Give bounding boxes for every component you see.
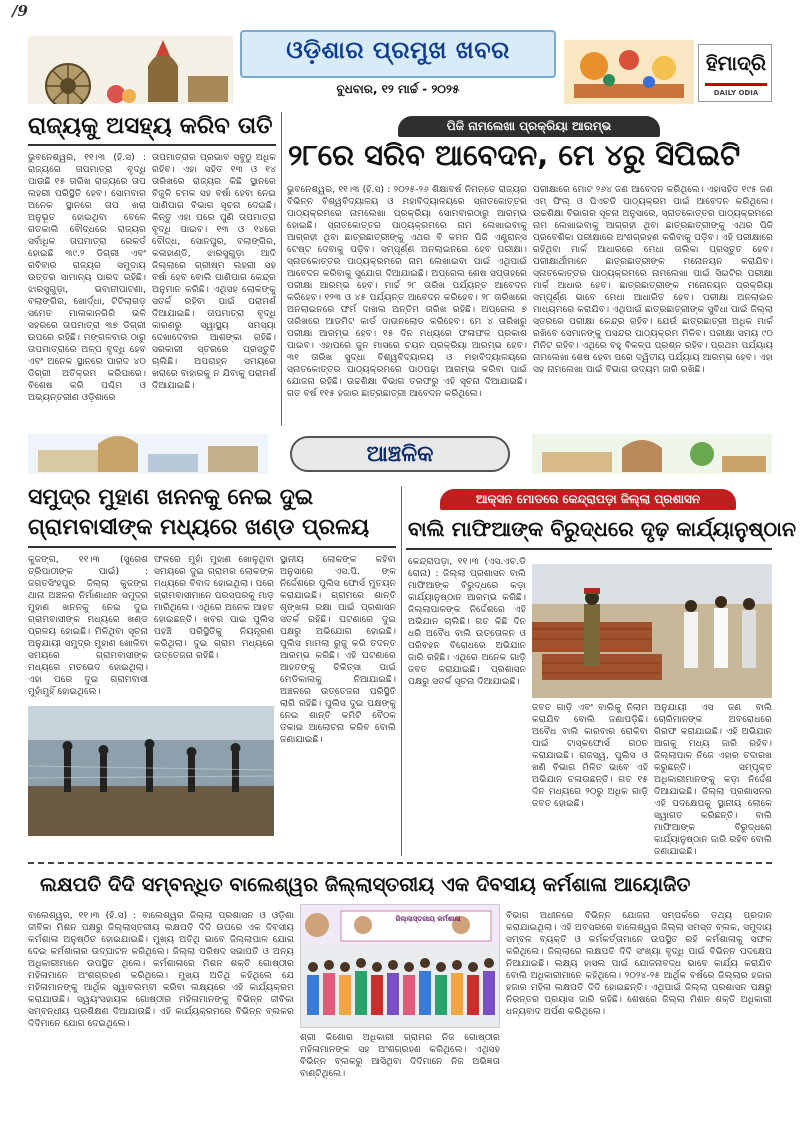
workshop-headline: ଲକ୍ଷପତି ଦିଦି ସମ୍ବନ୍ଧିତ ବାଲେଶ୍ୱର ଜିଲ୍ଲାସ୍ତରୀୟ ଏକ ଦିବସୀୟ କର୍ମଶାଳା ଆୟୋଜିତ	[40, 873, 691, 896]
sand-body-intro: କେନ୍ଦ୍ରାପଡ଼ା, ୧୧।୩ (ଏସ.ଏଚ.ଡି ରୋନା) : ଜିଲ୍ଲା ପ୍ରଶାସନ ବାଲି ମାଫିଆଙ୍କ ବିରୁଦ୍ଧରେ କଡ଼ା କାର୍ଯ୍ୟାନୁଷ୍ଠାନ ଆରମ୍ଭ କରିଛି। ଜିଲ୍ଲାପାଳଙ୍କ ନିର୍ଦ୍ଦେଶରେ ଏହି ଅଭିଯାନ ଚାଲିଛି। ଗତ କିଛି ଦିନ ଧରି ଅବୈଧ ବାଲି ଉତ୍ତୋଳନ ଓ ପରିବହନ ବିରୋଧରେ ଅଭିଯାନ ଜାରି ରହିଛି। ଏଥିରେ ଅନେକ ଗାଡ଼ି ଜବତ କରାଯାଇଛି। ପ୍ରଶାସନ ପକ୍ଷରୁ ସତର୍କ ସୂଚନା ଦିଆଯାଇଛି।	[408, 556, 526, 687]
sand-photo	[532, 564, 772, 698]
banner-left-illustration	[28, 434, 268, 474]
workshop-photo	[300, 904, 500, 1028]
cpet-headline: ୨୮ରେ ସରିବ ଆବେଦନ, ମେ ୪ରୁ ସିପିଇଟି	[288, 138, 741, 172]
heat-body-col2: ତାପମାତ୍ରାର ପ୍ରଭାବ ସବୁଠୁ ଅଧିକ ରହିବ। ଏହା ସହିତ ୧୩ ଓ ୧୪ ତାରିଖରେ ରାଜ୍ୟର କିଛି ସ୍ଥାନରେ ବିଜୁଳି ଚମକ ସହ ବର୍ଷା ହେବା ନେଇ ପାଣିପାଗ ବିଭାଗ ସୂଚନା ଦେଇଛି। କିନ୍ତୁ ଏହା ପରେ ପୁଣି ତାପମାତ୍ରା ବୃଦ୍ଧି ପାଇବ। ୧୩ ଓ ୧୪ରେ ବୌଦ୍ଧ, ସୋନପୁର, ବଲାଙ୍ଗିର, କଳାହାଣ୍ଡି, ଝାରସୁଗୁଡ଼ା ଆଦି ଜିଲ୍ଲାରେ ଗ୍ରୀଷ୍ମ ଲହରୀ ସହ ବର୍ଷା ହେବ ବୋଲି ପାଣିପାଗ କେନ୍ଦ୍ର ଅନୁମାନ କରିଛି। ଏଥିସହ ଲୋକଙ୍କୁ ସତର୍କ ରହିବା ପାଇଁ ପରାମର୍ଶ ଦିଆଯାଇଛି। ତାପମାତ୍ରା ବୃଦ୍ଧି କାରଣରୁ ସ୍ୱାସ୍ଥ୍ୟ ସମସ୍ୟା ଦେଖାଦେବାର ଆଶଙ୍କା ରହିଛି। ସରକାରୀ ସ୍ତରରେ ପ୍ରସ୍ତୁତି ଚାଲିଛି। ଅପରାହ୍ନ ସମୟରେ ଖରାରେ ବାହାରକୁ ନ ଯିବାକୁ ପରାମର୍ଶ ଦିଆଯାଇଛି।	[152, 152, 276, 391]
section-divider	[28, 862, 772, 864]
sand-body-col2: ଅନୁଯାୟୀ ଏସ ଜଣ ବାଲି ଚୋରିମାନଙ୍କ ଅବରୋଧରେ ଗିରଫ କରାଯାଇଛି। ଏହି ଅଭିଯାନ ଆଗକୁ ମଧ୍ୟ ଜାରି ରହିବ। ଜିଲ୍ଲାପାଳ ନିଜେ ଏହାର ତଦାରଖ କରୁଛନ୍ତି। ସମ୍ପୃକ୍ତ ଅଧିକାରୀମାନଙ୍କୁ କଡ଼ା ନିର୍ଦ୍ଦେଶ ଦିଆଯାଇଛି। ଜିଲ୍ଲା ପ୍ରଶାସନର ଏହି ପଦକ୍ଷେପକୁ ସ୍ଥାନୀୟ ଲୋକେ ସ୍ୱାଗତ କରିଛନ୍ତି। ବାଲି ମାଫିଆଙ୍କ ବିରୁଦ୍ଧରେ କାର୍ଯ୍ୟାନୁଷ୍ଠାନ ଜାରି ରହିବ ବୋଲି ଜଣାଯାଇଛି।	[654, 702, 772, 856]
newspaper-logo	[698, 44, 772, 102]
date-line: ବୁଧବାର, ୧୨ ମାର୍ଚ୍ଚ - ୨୦୨୫	[336, 82, 460, 96]
festival-illustration	[564, 40, 694, 104]
cpet-body-col2: ପରୀକ୍ଷାରେ ମୋଟ ୨୬୪ ଜଣ ଆବେଦନ କରିଥିଲେ। ଏହାସହିତ ୧୯୫ ଜଣ ଏମ୍ ଫିଲ୍ ଓ ପିଏଚଡି ପାଠ୍ୟକ୍ରମ ପାଇଁ ଆବେଦନ କରିଥିଲେ। ଉଚ୍ଚଶିକ୍ଷା ବିଭାଗର ସୂଚନା ଅନୁସାରେ, ସ୍ନାତକୋତ୍ତର ପାଠ୍ୟକ୍ରମରେ ନାମ ଲେଖାଇବାକୁ ଆଗ୍ରହୀ ଥିବା ଛାତ୍ରଛାତ୍ରୀଙ୍କୁ ଏଥର ପିଜି ପ୍ରବେଶିକା ପରୀକ୍ଷାରେ ଅଂଶଗ୍ରହଣ କରିବାକୁ ପଡ଼ିବ। ଏହି ପରୀକ୍ଷାରେ ରହିଥିବା ମାର୍କ ଆଧାରରେ ମେଧା ତାଲିକା ପ୍ରସ୍ତୁତ ହେବ। ପରୀକ୍ଷାର୍ଥୀମାନେ ଛାତ୍ରଛାତ୍ରୀଙ୍କ ମନୋନୟନ କରାଯିବ। ସ୍ନାତକୋତ୍ତର ପାଠ୍ୟକ୍ରମରେ ନାମଲେଖା ପାଇଁ ସିଇଟିର ପରୀକ୍ଷା ମାର୍କ ଆଧାର ହେବ। ଛାତ୍ରଛାତ୍ରୀଙ୍କ ମନୋନୟନ ପ୍ରକ୍ରିୟା ସମ୍ପୂର୍ଣ୍ଣ ଭାବେ ମେଧା ଆଧାରିତ ହେବ। ପରୀକ୍ଷା ଅନଲାଇନ ମାଧ୍ୟମରେ କରାଯିବ। ଏଥିପାଇଁ ଛାତ୍ରଛାତ୍ରୀଙ୍କ ସୁବିଧା ପାଇଁ ଜିଲ୍ଲା ସ୍ତରରେ ପରୀକ୍ଷା କେନ୍ଦ୍ର ରହିବ। ଯେଉଁ ଛାତ୍ରଛାତ୍ରୀ ଅଧିକ ମାର୍କ ରଖିବେ ସେମାନଙ୍କୁ ପସନ୍ଦର ପାଠ୍ୟକ୍ରମ ମିଳିବ। ପରୀକ୍ଷା ସମୟ ୯୦ ମିନିଟ ରହିବ। ଏଥିରେ ବହୁ ବିକଳ୍ପ ପ୍ରଶ୍ନ ରହିବ। ପ୍ରଥମ ପର୍ଯ୍ୟାୟ ନାମଲେଖା ଶେଷ ହେବା ପରେ ଦ୍ୱିତୀୟ ପର୍ଯ୍ୟାୟ ଆରମ୍ଭ ହେବ। ଏହା ସହ ନାମଲେଖା ପାଇଁ ବିଭାଗ ଉଦ୍ୟମ ଜାରି ରଖିଛି।	[533, 184, 773, 375]
mining-headline-line1: ସମୁଦ୍ର ମୁହାଣ ଖନନକୁ ନେଇ ଦୁଇ	[28, 485, 314, 510]
sand-kicker: ଆକ୍ସନ ମୋଡରେ କେନ୍ଦ୍ରାପଡ଼ା ଜିଲ୍ଲା ପ୍ରଶାସନ	[440, 489, 736, 510]
page-number: /9	[12, 2, 28, 20]
cpet-kicker: ପିଜି ନାମଲେଖା ପ୍ରକ୍ରିୟା ଆରମ୍ଭ	[398, 116, 660, 137]
section-banner	[28, 432, 772, 476]
mining-body-col3: ସ୍ଥାନୀୟ ଲୋକଙ୍କ କହିବା ଅନୁସାରେ ଏସ.ପି. ଙ୍କ ନିର୍ଦ୍ଦେଶରେ ପୁଲିସ ଫୋର୍ସ ମୁତୟନ କରାଯାଇଛି। ଗ୍ରାମରେ ଶାନ୍ତି ଶୃଙ୍ଖଳା ରକ୍ଷା ପାଇଁ ପ୍ରଶାସନ ସତର୍କ ରହିଛି। ଘଟଣାରେ ଦୁଇ ପକ୍ଷରୁ ଅଭିଯୋଗ ହୋଇଛି। ପୁଲିସ ମାମଲା ରୁଜୁ କରି ତଦନ୍ତ ଆରମ୍ଭ କରିଛି। ଏହି ଘଟଣାରେ ଆହତଙ୍କୁ ଚିକିତ୍ସା ପାଇଁ ମେଡିକାଲକୁ ନିଆଯାଇଛି। ଅଞ୍ଚଳରେ ଉତ୍ତେଜନା ପରିସ୍ଥିତି ଲାଗି ରହିଛି। ପୁଲିସ ଦୁଇ ପକ୍ଷଙ୍କୁ ନେଇ ଶାନ୍ତି କମିଟି ବୈଠକ ଡକାଇ ଆଲୋଚନା କରିବ ବୋଲି ଜଣାଯାଇଛି।	[280, 554, 396, 745]
workshop-body-col2: ବିଭାଗ ଅଧୀନରେ ବିଭିନ୍ନ ଯୋଜନା ସମ୍ପର୍କରେ ତଥ୍ୟ ପ୍ରଦାନ କରାଯାଇଥିଲା। ଏହି ଅବସରରେ ବାଲେଶ୍ୱର ଜିଲ୍ଲା ସମସ୍ତ ବ୍ଲକ, ସମୁଦାୟ ସମ୍ବଳ ବ୍ୟକ୍ତି ଓ କର୍ମକର୍ତ୍ତାମାନେ ଉପସ୍ଥିତ ରହି କର୍ମଶାଳାକୁ ସଫଳ କରିଥିଲେ। ଜିଲ୍ଲାରେ ଲକ୍ଷପତି ଦିଦି ସଂଖ୍ୟା ବୃଦ୍ଧି ପାଇଁ ବିଭିନ୍ନ ପଦକ୍ଷେପ ନିଆଯାଇଛି। ଲକ୍ଷ୍ୟ ହାସଲ ପାଇଁ ଯୋଜନାବଦ୍ଧ ଭାବେ କାର୍ଯ୍ୟ କରାଯିବ ବୋଲି ଅଧିକାରୀମାନେ କହିଥିଲେ। ୨୦୨୪-୨୫ ଆର୍ଥିକ ବର୍ଷରେ ଜିଲ୍ଲାର ହଜାର ହଜାର ମହିଳା ଲକ୍ଷପତି ଦିଦି ହୋଇଛନ୍ତି। ଏଥିପାଇଁ ଜିଲ୍ଲା ପ୍ରଶାସନ ପକ୍ଷରୁ ନିରନ୍ତର ପ୍ରୟାସ ଜାରି ରହିଛି। ଶେଷରେ ଜିଲ୍ଲା ମିଶନ ଶକ୍ତି ଅଧିକାରୀ ଧନ୍ୟବାଦ ଅର୍ପଣ କରିଥିଲେ।	[506, 910, 772, 1017]
temple-chariot-illustration	[28, 36, 233, 104]
banner-right-illustration	[532, 434, 772, 474]
workshop-caption: ଶ୍ରୀ କିଶୋର ଅଧିକାରୀ ଗ୍ରାମର ନିଜ ଗୋଷ୍ଠୀର ମହିଳାମାନଙ୍କ ସହ ଅଂଶଗ୍ରହଣ କରିଥିଲେ। ଏଥିସହ ବିଭିନ୍ନ ବ୍ଲକରୁ ଆସିଥିବା ଦିଦିମାନେ ନିଜ ଅଭିଜ୍ଞତା ବାଣ୍ଟିଥିଲେ।	[300, 1032, 500, 1079]
mining-body-col1: କୁଜଙ୍ଗ, ୧୧।୩ (ସୁରେଶ ତ୍ରିପାଠୀଙ୍କ ପାଇଁ) : ଜଗତସିଂହପୁର ଜିଲ୍ଲା କୁଜଙ୍ଗ ଥାନା ଅଞ୍ଚଳର ନିର୍ମାଣାଧୀନ ସମୁଦ୍ର ମୁହାଣ ଖନନକୁ ନେଇ ଦୁଇ ଗ୍ରାମବାସୀଙ୍କ ମଧ୍ୟରେ ଖଣ୍ଡ ପ୍ରଳୟ ହୋଇଛି। ମିଳିଥିବା ସୂଚନା ଅନୁଯାୟୀ ସମୁଦ୍ର ମୁହାଣ ଖୋଳିବା ସମୟରେ ଗ୍ରାମବାସୀଙ୍କ ମଧ୍ୟରେ ମତଭେଦ ହୋଇଥିଲା। ଏହା ପରେ ଦୁଇ ଗ୍ରାମବାସୀ ମୁହାଁମୁହିଁ ହୋଇଥିଲେ।	[28, 554, 148, 697]
section-banner-label: ଆଞ୍ଚଳିକ	[366, 442, 434, 467]
masthead-title: ଓଡ଼ିଶାର ପ୍ରମୁଖ ଖବର	[286, 36, 510, 64]
mining-headline-line2: ଗ୍ରାମବାସୀଙ୍କ ମଧ୍ୟରେ ଖଣ୍ଡ ପ୍ରଳୟ	[28, 515, 370, 540]
sand-body-col1: ଜବତ ଗାଡ଼ି ଏବଂ ବାଲିକୁ ନିଲାମ କରାଯିବ ବୋଲି ଜଣାପଡ଼ିଛି। ଅବୈଧ ବାଲି କାରବାର ରୋକିବା ପାଇଁ ଟାସ୍କଫୋର୍ସ ଗଠନ କରାଯାଇଛି। ରାଜସ୍ୱ, ପୁଲିସ ଓ ଖଣି ବିଭାଗ ମିଳିତ ଭାବେ ଏହି ଅଭିଯାନ ଚଳାଉଛନ୍ତି। ଗତ ୧୫ ଦିନ ମଧ୍ୟରେ ୨୦ରୁ ଅଧିକ ଗାଡ଼ି ଜବତ ହୋଇଛି।	[532, 702, 648, 809]
heat-headline: ରାଜ୍ୟକୁ ଅସହ୍ୟ କରିବ ତାତି	[28, 113, 273, 139]
masthead	[0, 0, 800, 110]
heat-body-col1: ଭୁବନେଶ୍ୱର, ୧୧।୩ (ହି.ସ) : ରାଜ୍ୟରେ ତାପମାତ୍ରା ବୃଦ୍ଧି ପାଉଛି ୧୫ ତାରିଖ ରାଜ୍ୟରେ ତାପ ଲହରୀ ପରିସ୍ଥିତି ହେବ। ସୋମବାର ଅନେକ ସ୍ଥାନରେ ତାପ ଖରା ଅନୁଭୂତ ହୋଇଥିବା ବେଳେ ଗତକାଲି ବୌଦ୍ଧରେ ରାଜ୍ୟର ସର୍ବାଧିକ ତାପମାତ୍ରା ରେକର୍ଡ ହୋଇଛି ୩୯.୨ ଡିଗ୍ରୀ ଏବଂ ରବିବାର ରାଜ୍ୟର ସମୁଦାୟ ଉତ୍ତର ସାମାନ୍ୟ ପାରଦ ରହିଛି। ଝାରସୁଗୁଡ଼ା, ଭବାନୀପାଟଣା, ବଲାଙ୍ଗିର, ଖୋର୍ଦ୍ଧା, ଟିଟିଲାଗଡ଼ ସମେତ ମାଲକାନଗିରି ଭଳି ସହରରେ ତାପମାତ୍ରା ୩୭ ଡିଗ୍ରୀ ଉପରେ ରହିଛି। ମଙ୍ଗଳବାର ଠାରୁ ତାପମାତ୍ରାରେ ଅଳ୍ପ ବୃଦ୍ଧି ହେବ ଏବଂ ଅନେକ ସ୍ଥାନରେ ପାରଦ ୪୦ ଡିଗ୍ରୀ ଅତିକ୍ରମ କରିପାରେ। ବିଶେଷ କରି ପଶ୍ଚିମ ଓ ଅଭ୍ୟନ୍ତରୀଣ ଓଡ଼ିଶାରେ	[28, 152, 146, 403]
cpet-body-col1: ଭୁବନେଶ୍ୱର, ୧୧।୩ (ହି.ସ) : ୨୦୨୫-୨୬ ଶିକ୍ଷାବର୍ଷ ନିମନ୍ତେ ରାଜ୍ୟର ବିଭିନ୍ନ ବିଶ୍ୱବିଦ୍ୟାଳୟ ଓ ମହାବିଦ୍ୟାଳୟରେ ସ୍ନାତକୋତ୍ତର ପାଠ୍ୟକ୍ରମରେ ନାମଲେଖା ପ୍ରକ୍ରିୟା ସୋମବାରଠାରୁ ଆରମ୍ଭ ହୋଇଛି। ସ୍ନାତକୋତ୍ତର ପାଠ୍ୟକ୍ରମରେ ନାମ ଲେଖାଇବାକୁ ଆଗ୍ରହୀ ଥିବା ଛାତ୍ରଛାତ୍ରୀଙ୍କୁ ଏଥର ବି କମନ ପିଜି ଏଣ୍ଟ୍ରାନ୍ସ ଟେଷ୍ଟ ଦେବାକୁ ପଡ଼ିବ। ସମ୍ପୂର୍ଣ୍ଣ ଅନଲାଇନରେ ହେବ ପରୀକ୍ଷା। ସ୍ନାତକୋତ୍ତର ପାଠ୍ୟକ୍ରମରେ ନାମ ଲେଖାଇବା ପାଇଁ ଏଥିପାଇଁ ଆବେଦନ କରିବାକୁ ସୁଯୋଗ ଦିଆଯାଇଛି। ଅପ୍ରେଲ ଶେଷ ସପ୍ତାହରେ ପରୀକ୍ଷା ଆରମ୍ଭ ହେବ। ମାର୍ଚ୍ଚ ୨୮ ତାରିଖ ପର୍ଯ୍ୟନ୍ତ ଆବେଦନ କରିହେବ। ୧୨୩ ଓ ୪୫ ପର୍ଯ୍ୟନ୍ତ ଆବେଦନ କରିହେବ। ୨୮ ତାରିଖରେ ଅନଲାଇନରେ ଫର୍ମ ଦାଖଲ ଅନ୍ତିମ ତାରିଖ ରହିଛି। ଅପ୍ରେଲ ୭ ତାରିଖରେ ଆଡମିଟ କାର୍ଡ ଡାଉନଲୋଡ କରିହେବ। ମେ ୪ ତାରିଖରୁ ପରୀକ୍ଷା ଆରମ୍ଭ ହେବ। ୧୫ ଦିନ ମଧ୍ୟରେ ଫଳାଫଳ ପ୍ରକାଶ ପାଇବ। ଏହାପରେ ଜୁନ ମାସରେ ଚୟନ ପ୍ରକ୍ରିୟା ଆରମ୍ଭ ହେବ। ୩୧ ତାରିଖ ସୁଦ୍ଧା ବିଶ୍ୱବିଦ୍ୟାଳୟ ଓ ମହାବିଦ୍ୟାଳୟରେ ସ୍ନାତକୋତ୍ତର ପାଠ୍ୟକ୍ରମରେ ପାଠପଢ଼ା ଆରମ୍ଭ କରିବା ପାଇଁ ଯୋଜନା ରହିଛି। ଉଚ୍ଚଶିକ୍ଷା ବିଭାଗ ତରଫରୁ ଏହି ସୂଚନା ଦିଆଯାଇଛି। ଗତ ବର୍ଷ ୧୧୫ ହଜାର ଛାତ୍ରଛାତ୍ରୀ ଆବେଦନ କରିଥିଲେ।	[287, 184, 527, 399]
sand-headline: ବାଲି ମାଫିଆଙ୍କ ବିରୁଦ୍ଧରେ ଦୃଢ଼ କାର୍ଯ୍ୟାନୁଷ୍ଠାନ	[408, 517, 796, 541]
workshop-banner-text: ଜିଲ୍ଲାସ୍ତରୀୟ କର୍ମଶାଳା	[395, 915, 461, 923]
mining-body-col2: ଫଳରେ ମୁହାଁ ମୁହାଣ ଖୋଳୁଥିବା ସମୟରେ ଦୁଇ ଗ୍ରାମର ଲୋକଙ୍କ ମଧ୍ୟରେ ବିବାଦ ହୋଇଥିଲା। ପରେ ଗ୍ରାମବାସୀମାନେ ପରସ୍ପରକୁ ମାଡ଼ ମାରିଥିଲେ। ଏଥିରେ ଅନେକ ଆହତ ହୋଇଛନ୍ତି। ଖବର ପାଇ ପୁଲିସ ପହଞ୍ଚି ପରିସ୍ଥିତିକୁ ନିୟନ୍ତ୍ରଣ କରିଥିଲା। ଦୁଇ ଗ୍ରାମ ମଧ୍ୟରେ ଉତ୍ତେଜନା ରହିଛି।	[154, 554, 274, 661]
workshop-body-col1: ବାଲେଶ୍ୱର, ୧୧।୩ (ହି.ସ) : ବାଲେଶ୍ୱର ଜିଲ୍ଲା ପ୍ରଶାସନ ଓ ଓଡ଼ିଶା ଜୀବିକା ମିଶନ ପକ୍ଷରୁ ଜିଲ୍ଲାସ୍ତରୀୟ ଲକ୍ଷପତି ଦିଦି ଉପରେ ଏକ ଦିବସୀୟ କର୍ମଶାଳା ଅନୁଷ୍ଠିତ ହୋଇଯାଇଛି। ମୁଖ୍ୟ ଅତିଥି ଭାବେ ଜିଲ୍ଲାପାଳ ଯୋଗ ଦେଇ କର୍ମଶାଳାର ଉଦ୍‌ଘାଟନ କରିଥିଲେ। ଜିଲ୍ଲା ପରିଷଦ ସଭାପତି ଓ ଅନ୍ୟ ଅଧିକାରୀମାନେ ଉପସ୍ଥିତ ଥିଲେ। କର୍ମଶାଳାରେ ମିଶନ ଶକ୍ତି ଗୋଷ୍ଠୀର ମହିଳାମାନେ ଅଂଶଗ୍ରହଣ କରିଥିଲେ। ମୁଖ୍ୟ ଅତିଥି କହିଥିଲେ ଯେ ମହିଳାମାନଙ୍କୁ ଆର୍ଥିକ ସ୍ୱାବଲମ୍ବୀ କରିବା ଲକ୍ଷ୍ୟରେ ଏହି କାର୍ଯ୍ୟକ୍ରମ କରାଯାଉଛି। ସ୍ୱୟଂସହାୟକ ଗୋଷ୍ଠୀର ମହିଳାମାନଙ୍କୁ ବିଭିନ୍ନ ଜୀବିକା ସମ୍ବନ୍ଧୀୟ ପ୍ରଶିକ୍ଷଣ ଦିଆଯାଉଛି। ଏହି କାର୍ଯ୍ୟକ୍ରମରେ ବିଭିନ୍ନ ବ୍ଲକର ଦିଦିମାନେ ଯୋଗ ଦେଇଥିଲେ।	[28, 910, 294, 1029]
logo-text: ହିମାଦ୍ରି	[705, 51, 767, 75]
masthead-title-box	[240, 30, 556, 106]
logo-subtitle: DAILY ODIA	[713, 89, 759, 97]
mining-photo	[28, 706, 274, 836]
